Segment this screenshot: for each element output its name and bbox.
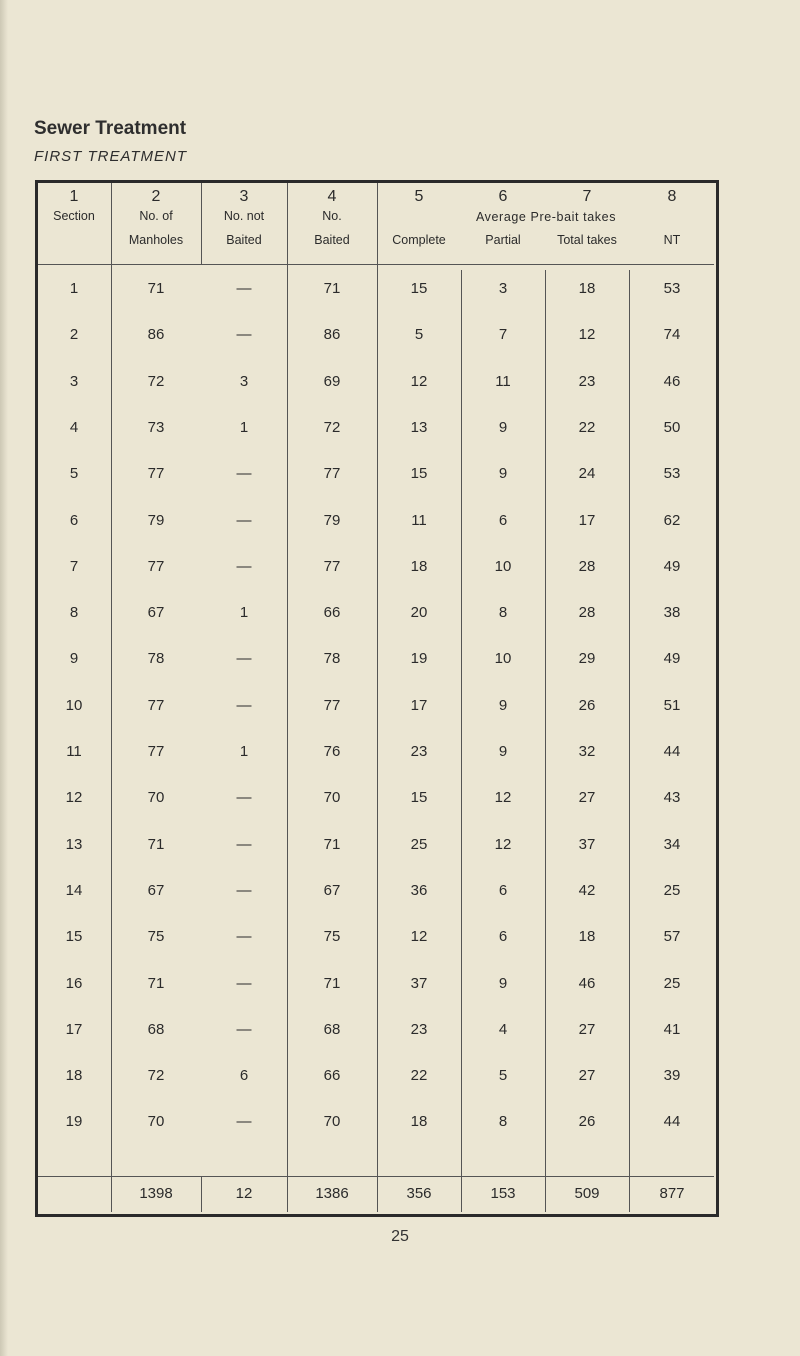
- table-cell-manholes: 78: [147, 650, 165, 667]
- col-label-baited-line2: Baited: [314, 233, 350, 247]
- table-cell-manholes: 73: [147, 419, 165, 436]
- table-cell-baited: 78: [323, 650, 341, 667]
- col-label-nt: NT: [663, 233, 681, 247]
- table-cell-manholes: 75: [147, 928, 165, 945]
- table-cell-baited: 75: [323, 928, 341, 945]
- table-cell-complete: 11: [411, 512, 427, 529]
- table-cell-section: 8: [69, 604, 79, 621]
- table-cell-partial: 5: [498, 1067, 508, 1084]
- column-rule: [545, 270, 546, 1212]
- table-cell-partial: 11: [495, 373, 511, 390]
- table-cell-complete: 17: [410, 697, 428, 714]
- table-cell-total-takes: 28: [578, 604, 596, 621]
- table-cell-section: 7: [69, 558, 79, 575]
- table-cell-nt: 62: [663, 512, 681, 529]
- table-cell-section: 18: [65, 1067, 83, 1084]
- table-cell-section: 5: [69, 465, 79, 482]
- col-label-group-prebait: Average Pre-bait takes: [475, 210, 617, 224]
- table-cell-not-baited: —: [236, 558, 252, 575]
- table-cell-baited: 66: [323, 604, 341, 621]
- table-cell-not-baited: 1: [239, 604, 249, 621]
- table-cell-section: 17: [65, 1021, 83, 1038]
- table-cell-nt: 74: [663, 326, 681, 343]
- col-label-baited-line1: No.: [322, 209, 342, 223]
- table-cell-nt: 38: [663, 604, 681, 621]
- table-cell-nt: 25: [663, 882, 681, 899]
- page-subtitle: FIRST TREATMENT: [34, 148, 188, 165]
- table-cell-baited: 70: [323, 789, 341, 806]
- table-cell-baited: 77: [323, 697, 341, 714]
- table-cell-baited: 76: [323, 743, 341, 760]
- table-cell-not-baited: —: [236, 975, 252, 992]
- table-cell-section: 16: [65, 975, 83, 992]
- table-cell-baited: 66: [323, 1067, 341, 1084]
- table-cell-partial: 9: [498, 465, 508, 482]
- table-cell-total-takes: 37: [578, 836, 596, 853]
- table-cell-nt: 41: [663, 1021, 681, 1038]
- table-cell-not-baited: —: [236, 928, 252, 945]
- total-cell-baited: 1386: [315, 1185, 349, 1202]
- table-cell-partial: 6: [498, 928, 508, 945]
- table-cell-baited: 71: [323, 280, 341, 297]
- table-cell-manholes: 71: [147, 280, 165, 297]
- total-cell-not-baited: 12: [235, 1185, 253, 1202]
- table-cell-partial: 12: [494, 789, 512, 806]
- table-cell-manholes: 68: [147, 1021, 165, 1038]
- table-cell-manholes: 67: [147, 882, 165, 899]
- table-cell-section: 10: [65, 697, 83, 714]
- table-cell-manholes: 77: [147, 743, 165, 760]
- table-cell-total-takes: 27: [578, 789, 596, 806]
- table-cell-total-takes: 23: [578, 373, 596, 390]
- table-cell-not-baited: —: [236, 882, 252, 899]
- column-rule: [201, 183, 202, 264]
- table-cell-section: 1: [69, 280, 79, 297]
- col-number-1: 1: [69, 188, 79, 205]
- table-cell-not-baited: —: [236, 1113, 252, 1130]
- table-cell-manholes: 67: [147, 604, 165, 621]
- table-cell-section: 9: [69, 650, 79, 667]
- table-cell-total-takes: 26: [578, 1113, 596, 1130]
- table-cell-manholes: 71: [147, 836, 165, 853]
- column-rule: [287, 264, 288, 1212]
- col-number-6: 6: [498, 188, 508, 205]
- table-cell-total-takes: 42: [578, 882, 596, 899]
- table-cell-manholes: 77: [147, 697, 165, 714]
- table-cell-complete: 37: [410, 975, 428, 992]
- page-title: Sewer Treatment: [34, 118, 187, 139]
- col-label-not-baited-line1: No. not: [223, 209, 265, 223]
- total-cell-partial: 153: [490, 1185, 516, 1202]
- col-label-not-baited-line2: Baited: [226, 233, 262, 247]
- table-cell-total-takes: 17: [578, 512, 596, 529]
- table-cell-nt: 25: [663, 975, 681, 992]
- table-cell-complete: 15: [410, 789, 428, 806]
- table-cell-nt: 53: [663, 280, 681, 297]
- table-cell-total-takes: 12: [578, 326, 596, 343]
- col-number-7: 7: [582, 188, 592, 205]
- col-label-section: Section: [53, 209, 95, 223]
- table-cell-complete: 23: [410, 1021, 428, 1038]
- table-cell-nt: 49: [663, 558, 681, 575]
- table-cell-not-baited: 3: [239, 373, 249, 390]
- table-cell-manholes: 77: [147, 465, 165, 482]
- table-cell-nt: 39: [663, 1067, 681, 1084]
- table-cell-total-takes: 22: [578, 419, 596, 436]
- table-cell-complete: 18: [410, 558, 428, 575]
- table-cell-section: 6: [69, 512, 79, 529]
- table-cell-total-takes: 26: [578, 697, 596, 714]
- table-cell-not-baited: —: [236, 836, 252, 853]
- table-cell-complete: 19: [410, 650, 428, 667]
- table-cell-baited: 72: [323, 419, 341, 436]
- table-cell-section: 12: [65, 789, 83, 806]
- column-rule: [377, 264, 378, 1212]
- page-edge-shadow: [0, 0, 8, 1356]
- page-number: 25: [391, 1228, 409, 1245]
- column-rule: [111, 183, 112, 264]
- table-cell-partial: 8: [498, 1113, 508, 1130]
- col-label-complete: Complete: [392, 233, 446, 247]
- header-rule: [38, 264, 714, 265]
- table-cell-not-baited: —: [236, 789, 252, 806]
- table-cell-partial: 8: [498, 604, 508, 621]
- table-cell-manholes: 72: [147, 373, 165, 390]
- col-number-3: 3: [239, 188, 249, 205]
- table-cell-manholes: 70: [147, 789, 165, 806]
- column-rule: [111, 264, 112, 1212]
- table-cell-not-baited: —: [236, 326, 252, 343]
- col-label-total-takes: Total takes: [557, 233, 617, 247]
- table-cell-section: 14: [65, 882, 83, 899]
- table-cell-not-baited: —: [236, 1021, 252, 1038]
- table-cell-not-baited: 1: [239, 743, 249, 760]
- column-rule: [377, 183, 378, 264]
- total-cell-total-takes: 509: [574, 1185, 600, 1202]
- table-cell-section: 11: [66, 743, 82, 760]
- table-cell-nt: 51: [663, 697, 681, 714]
- table-cell-not-baited: 1: [239, 419, 249, 436]
- table-cell-complete: 12: [410, 373, 428, 390]
- table-cell-nt: 44: [663, 1113, 681, 1130]
- table-cell-baited: 67: [323, 882, 341, 899]
- table-cell-baited: 71: [323, 975, 341, 992]
- table-cell-partial: 9: [498, 697, 508, 714]
- table-cell-nt: 57: [663, 928, 681, 945]
- table-cell-baited: 77: [323, 465, 341, 482]
- table-cell-complete: 15: [410, 465, 428, 482]
- table-cell-complete: 36: [410, 882, 428, 899]
- table-cell-baited: 77: [323, 558, 341, 575]
- table-cell-complete: 20: [410, 604, 428, 621]
- table-cell-total-takes: 27: [578, 1067, 596, 1084]
- table-cell-partial: 6: [498, 882, 508, 899]
- table-cell-nt: 44: [663, 743, 681, 760]
- table-cell-nt: 50: [663, 419, 681, 436]
- table-cell-partial: 3: [498, 280, 508, 297]
- col-number-5: 5: [414, 188, 424, 205]
- table-cell-complete: 15: [410, 280, 428, 297]
- col-number-4: 4: [327, 188, 337, 205]
- total-cell-manholes: 1398: [139, 1185, 173, 1202]
- table-cell-complete: 13: [410, 419, 428, 436]
- column-rule: [287, 183, 288, 264]
- table-cell-baited: 71: [323, 836, 341, 853]
- table-cell-total-takes: 18: [578, 280, 596, 297]
- table-cell-manholes: 72: [147, 1067, 165, 1084]
- table-cell-partial: 4: [498, 1021, 508, 1038]
- table-cell-partial: 7: [498, 326, 508, 343]
- table-cell-baited: 70: [323, 1113, 341, 1130]
- table-cell-total-takes: 28: [578, 558, 596, 575]
- table-cell-total-takes: 24: [578, 465, 596, 482]
- table-cell-baited: 68: [323, 1021, 341, 1038]
- table-cell-not-baited: —: [236, 697, 252, 714]
- table-cell-total-takes: 32: [578, 743, 596, 760]
- table-cell-baited: 86: [323, 326, 341, 343]
- table-cell-section: 15: [65, 928, 83, 945]
- table-cell-manholes: 79: [147, 512, 165, 529]
- table-cell-not-baited: —: [236, 512, 252, 529]
- column-rule: [201, 1176, 202, 1212]
- table-cell-nt: 53: [663, 465, 681, 482]
- totals-rule: [38, 1176, 714, 1177]
- table-cell-partial: 10: [494, 558, 512, 575]
- table-cell-total-takes: 29: [578, 650, 596, 667]
- table-cell-not-baited: —: [236, 280, 252, 297]
- table-cell-section: 3: [69, 373, 79, 390]
- col-number-8: 8: [667, 188, 677, 205]
- table-cell-baited: 79: [323, 512, 341, 529]
- table-cell-manholes: 86: [147, 326, 165, 343]
- table-cell-partial: 9: [498, 419, 508, 436]
- table-cell-partial: 12: [494, 836, 512, 853]
- table-cell-complete: 23: [410, 743, 428, 760]
- table-cell-baited: 69: [323, 373, 341, 390]
- table-cell-partial: 10: [494, 650, 512, 667]
- table-cell-nt: 34: [663, 836, 681, 853]
- table-cell-section: 19: [65, 1113, 83, 1130]
- table-cell-total-takes: 46: [578, 975, 596, 992]
- table-cell-nt: 49: [663, 650, 681, 667]
- table-cell-section: 2: [69, 326, 79, 343]
- table-cell-partial: 9: [498, 743, 508, 760]
- table-cell-manholes: 77: [147, 558, 165, 575]
- table-cell-nt: 43: [663, 789, 681, 806]
- table-cell-complete: 25: [410, 836, 428, 853]
- column-rule: [461, 270, 462, 1212]
- table-cell-not-baited: —: [236, 650, 252, 667]
- total-cell-complete: 356: [406, 1185, 432, 1202]
- total-cell-nt: 877: [659, 1185, 685, 1202]
- table-cell-not-baited: —: [236, 465, 252, 482]
- table-cell-complete: 18: [410, 1113, 428, 1130]
- table-cell-total-takes: 27: [578, 1021, 596, 1038]
- table-cell-nt: 46: [663, 373, 681, 390]
- table-cell-partial: 9: [498, 975, 508, 992]
- table-cell-section: 4: [69, 419, 79, 436]
- table-cell-partial: 6: [498, 512, 508, 529]
- table-cell-complete: 5: [414, 326, 424, 343]
- table-cell-not-baited: 6: [239, 1067, 249, 1084]
- col-label-partial: Partial: [485, 233, 521, 247]
- table-cell-complete: 12: [410, 928, 428, 945]
- table-cell-manholes: 70: [147, 1113, 165, 1130]
- col-label-manholes-line2: Manholes: [128, 233, 184, 247]
- table-cell-complete: 22: [410, 1067, 428, 1084]
- table-cell-section: 13: [65, 836, 83, 853]
- col-label-manholes-line1: No. of: [139, 209, 173, 223]
- table-cell-total-takes: 18: [578, 928, 596, 945]
- column-rule: [629, 270, 630, 1212]
- col-number-2: 2: [151, 188, 161, 205]
- table-cell-manholes: 71: [147, 975, 165, 992]
